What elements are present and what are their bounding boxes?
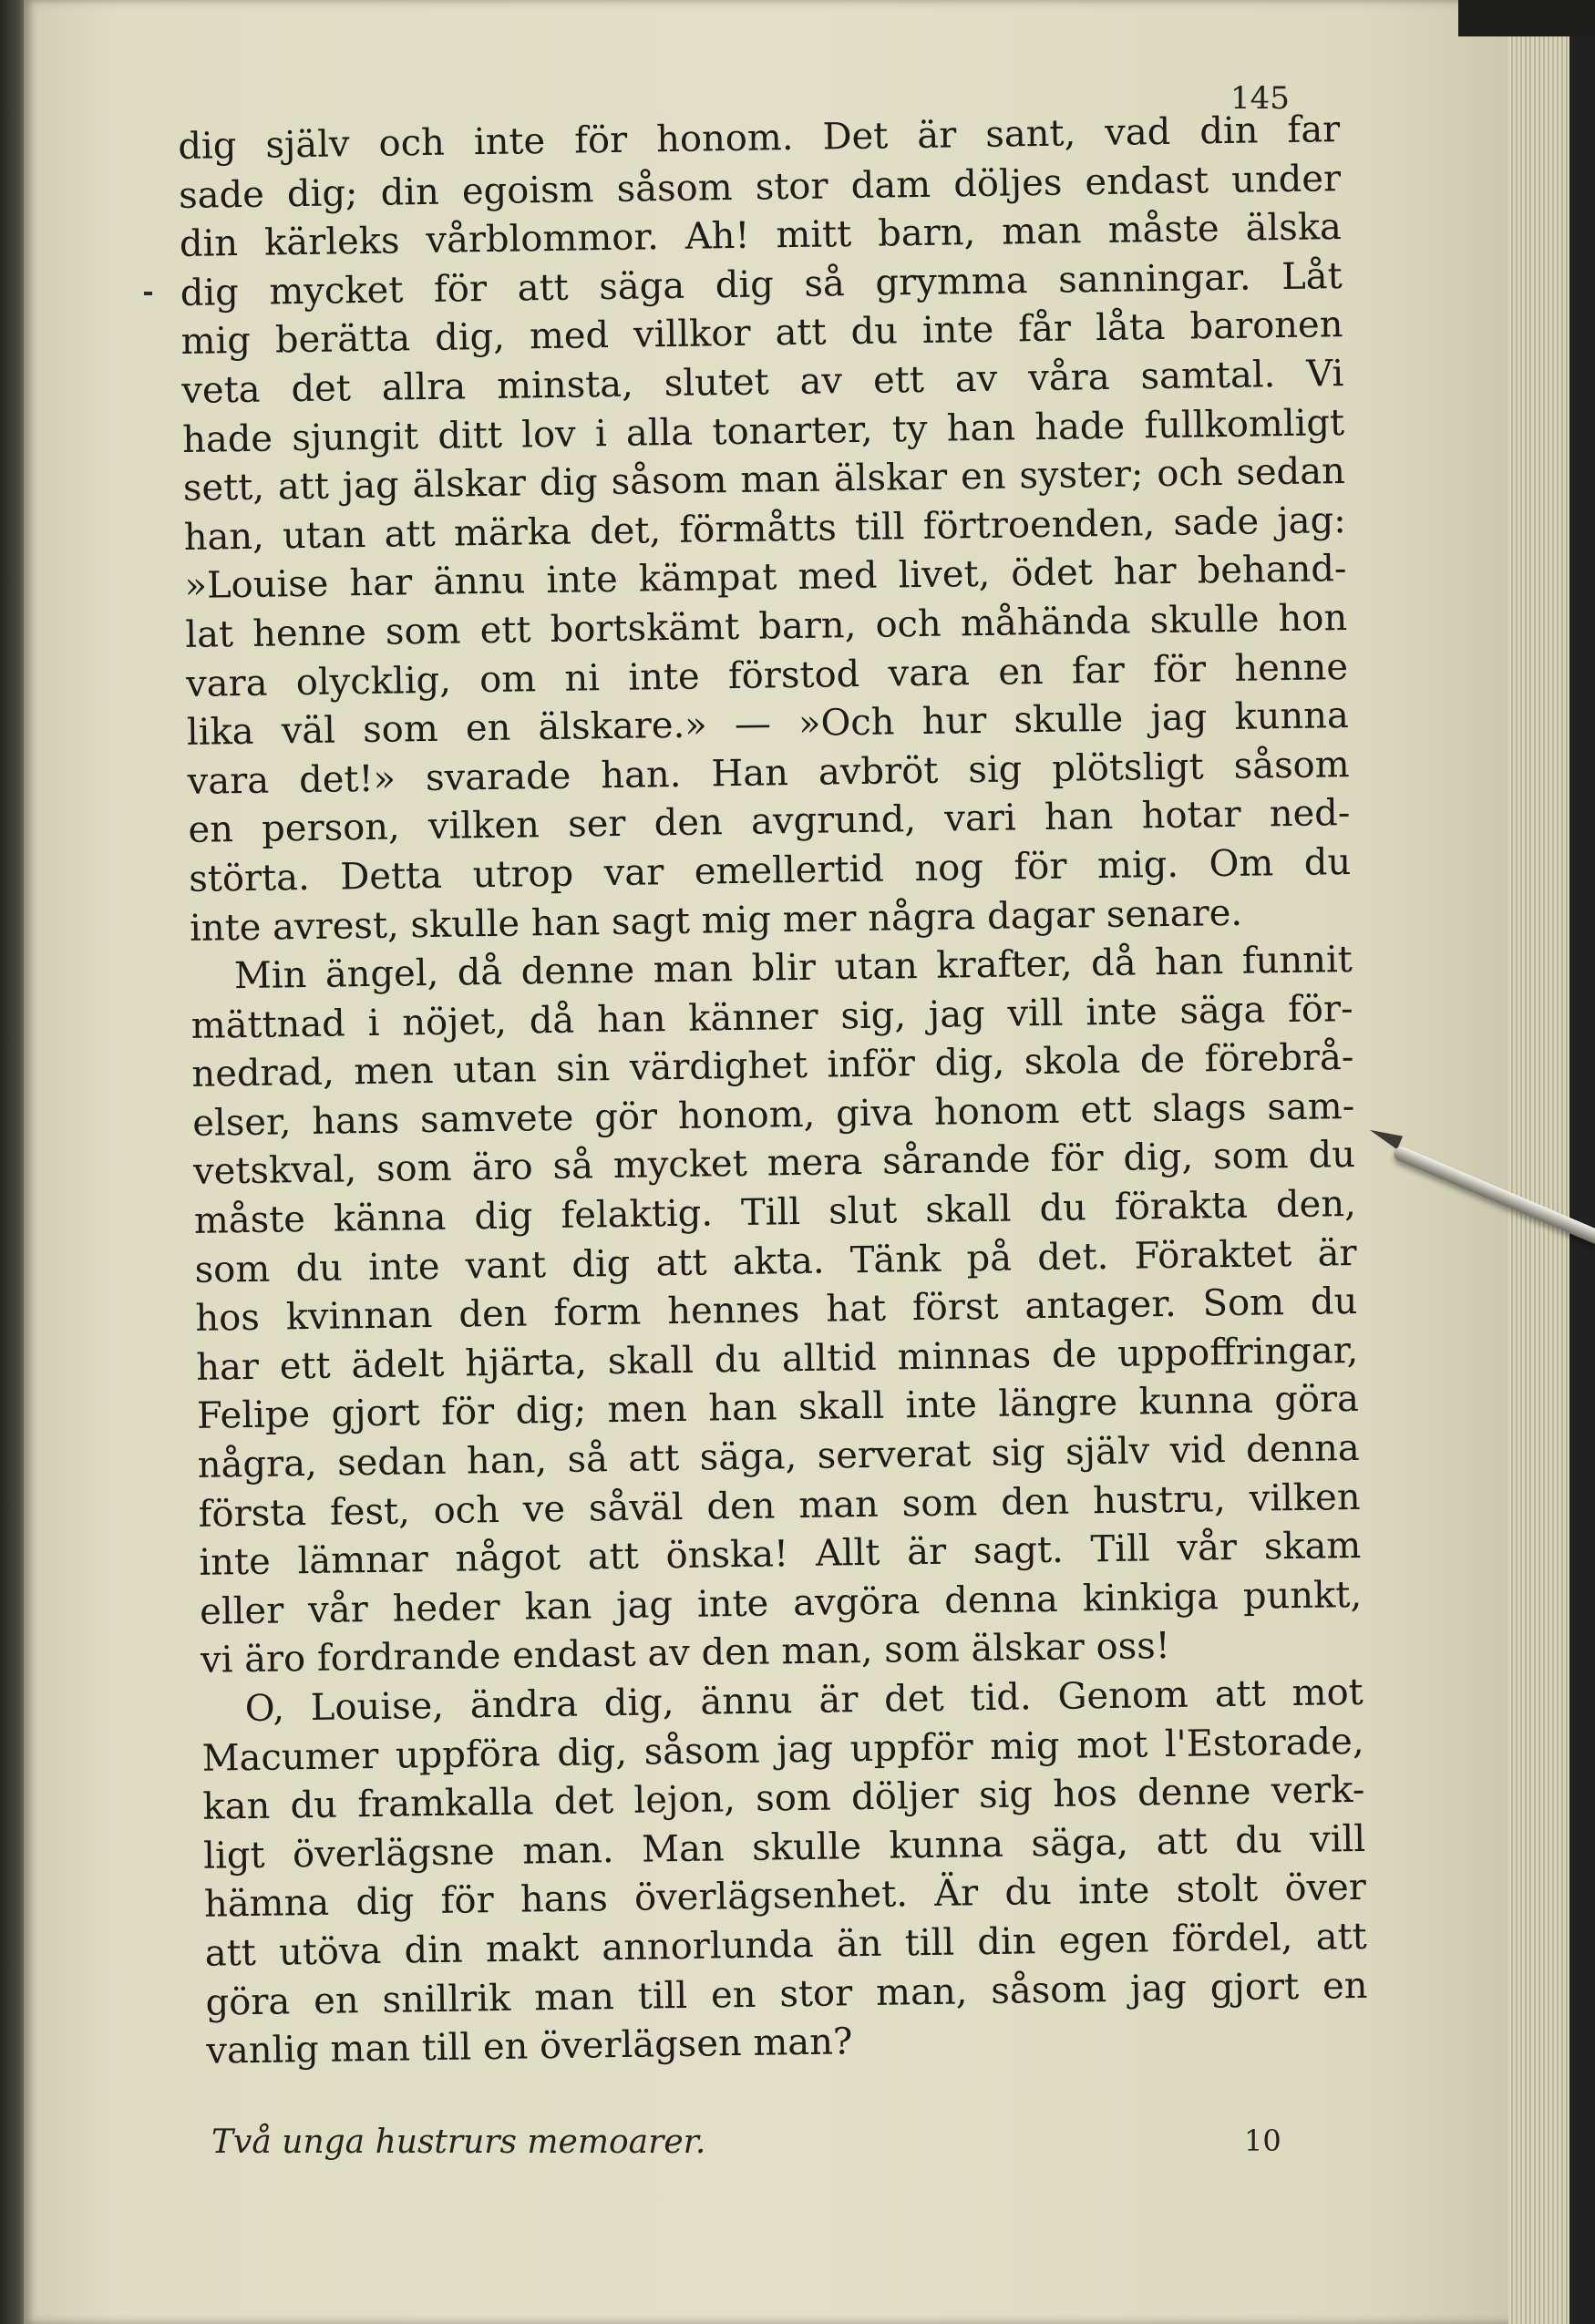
text-line: Felipe gjort för dig; men han skall inte längre kunna göra — [196, 1378, 1360, 1438]
text-line: Min ängel, då denne man blir utan krafter, då han funnit — [233, 939, 1353, 998]
text-line: inte avrest, skulle han sagt mig mer några dagar senare. — [189, 891, 1243, 950]
text-line: hos kvinnan den form hennes hat först antager. Som du — [195, 1280, 1358, 1341]
text-line: dig själv och inte för honom. Det är sant, vad din far — [178, 108, 1341, 168]
text-line: har ett ädelt hjärta, skall du alltid minnas de uppoffringar, — [195, 1329, 1359, 1389]
text-line: måste känna dig felaktig. Till slut skall du förakta den, — [193, 1183, 1357, 1242]
text-line: att utöva din makt annorlunda än till din egen fördel, att — [204, 1915, 1368, 1975]
text-line: kan du framkalla det lejon, som döljer sig hos denne verk- — [202, 1769, 1365, 1828]
text-line: Macumer uppföra dig, såsom jag uppför mig mot l'Estorade, — [201, 1720, 1364, 1780]
text-line: vara olycklig, om ni inte förstod vara en far för henne — [185, 645, 1349, 705]
text-line: »Louise har ännu inte kämpat med livet, ödet har behand- — [184, 548, 1347, 608]
text-line: vi äro fordrande endast av den man, som älskar oss! — [200, 1625, 1171, 1682]
page-number: 145 — [1230, 80, 1290, 117]
footer-book-title: Två unga hustrurs memoarer. — [211, 2123, 706, 2161]
text-line: sade dig; din egoism såsom stor dam döljes endast under — [178, 157, 1342, 217]
text-line: O, Louise, ändra dig, ännu är det tid. Genom att mot — [244, 1671, 1364, 1731]
background-corner — [1458, 0, 1595, 36]
text-line: ligt överlägsne man. Man skulle kunna säga, att du vill — [202, 1817, 1366, 1877]
text-line: inte lämnar något att önska! Allt är sagt. Till vår skam — [199, 1525, 1362, 1585]
page-edges — [1508, 36, 1572, 2324]
text-line: vanlig man till en överlägsen man? — [206, 2021, 853, 2072]
text-line: lat henne som ett bortskämt barn, och måhända skulle hon — [184, 596, 1348, 656]
text-line: hämna dig för hans överlägsenhet. Är du inte stolt över — [203, 1866, 1367, 1927]
text-line: en person, vilken ser den avgrund, vari han hotar ned- — [188, 792, 1351, 852]
text-line: han, utan att märka det, förmåtts till förtroenden, sade jag: — [183, 499, 1346, 559]
text-line: störta. Detta utrop var emellertid nog för mig. Om du — [188, 840, 1352, 900]
text-line: vara det!» svarade han. Han avbröt sig plötsligt såsom — [187, 743, 1350, 803]
margin-mark — [144, 292, 152, 295]
text-line: eller vår heder kan jag inte avgöra denna kinkiga punkt, — [199, 1573, 1363, 1633]
text-line: dig mycket för att säga dig så grymma sanningar. Låt — [180, 254, 1343, 314]
page-edge-shadow — [1569, 0, 1595, 2324]
footer-signature-mark: 10 — [1244, 2123, 1281, 2158]
text-line: mättnad i nöjet, då han känner sig, jag vill inte säga för- — [190, 987, 1353, 1047]
text-line: göra en snillrik man till en stor man, såsom jag gjort en — [205, 1964, 1368, 2024]
text-line: hade sjungit ditt lov i alla tonarter, ty han hade fullkomligt — [181, 401, 1345, 461]
text-line: mig berätta dig, med villkor att du inte får låta baronen — [180, 303, 1343, 364]
text-line: lika väl som en älskare.» — »Och hur skulle jag kunna — [186, 694, 1350, 755]
text-line: vetskval, som äro så mycket mera sårande för dig, som du — [192, 1134, 1356, 1194]
text-line: din kärleks vårblommor. Ah! mitt barn, man måste älska — [179, 206, 1343, 266]
body-text — [178, 106, 1369, 2076]
text-line: några, sedan han, så att säga, serverat sig själv vid denna — [197, 1426, 1361, 1486]
text-line: elser, hans samvete gör honom, giva honom ett slags sam- — [191, 1085, 1355, 1145]
text-line: veta det allra minsta, slutet av ett av våra samtal. Vi — [181, 353, 1344, 412]
text-line: sett, att jag älskar dig såsom man älskar en syster; och sedan — [182, 450, 1346, 510]
text-line: första fest, och ve såväl den man som den hustru, vilken — [198, 1476, 1361, 1536]
text-line: som du inte vant dig att akta. Tänk på det. Föraktet är — [194, 1231, 1357, 1291]
text-line: nedrad, men utan sin värdighet inför dig, skola de förebrå- — [191, 1036, 1354, 1096]
